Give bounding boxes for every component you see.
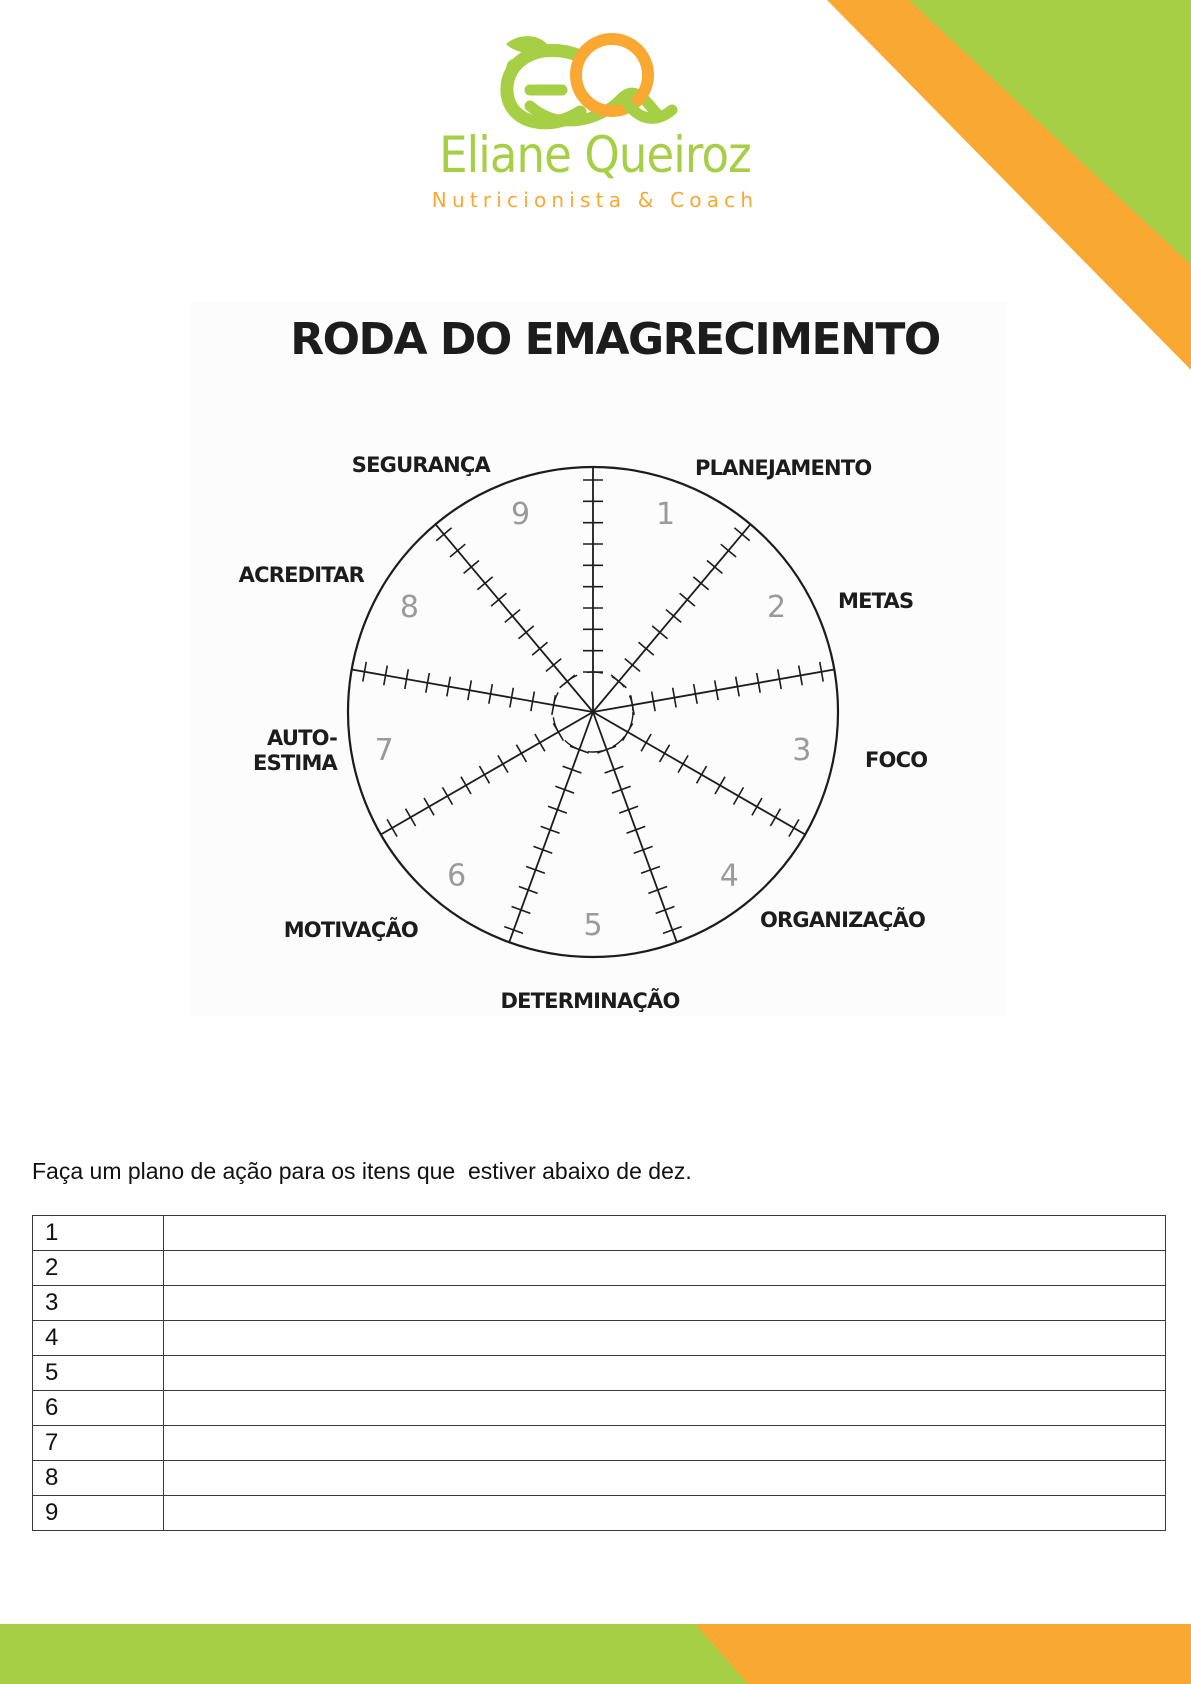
- scale-tick: [715, 777, 725, 794]
- scale-tick: [491, 593, 506, 606]
- segment-number: 4: [719, 858, 739, 894]
- scale-tick: [770, 809, 780, 826]
- segment-label: DETERMINAÇÃO: [500, 989, 680, 1013]
- scale-tick: [424, 798, 434, 815]
- action-plan-cell[interactable]: [164, 1251, 1166, 1286]
- scale-tick: [498, 755, 508, 772]
- segment-label: METAS: [838, 589, 914, 613]
- row-number: 2: [33, 1251, 164, 1286]
- scale-tick: [406, 809, 416, 826]
- segment-number: 2: [767, 590, 787, 625]
- row-number: 9: [33, 1496, 164, 1531]
- scale-tick: [464, 561, 479, 574]
- row-number: 3: [33, 1286, 164, 1321]
- segment-label: ORGANIZAÇÃO: [760, 908, 926, 932]
- action-plan-cell[interactable]: [164, 1426, 1166, 1461]
- action-plan-cell[interactable]: [164, 1391, 1166, 1426]
- wheel-spoke: [509, 712, 593, 942]
- row-number: 6: [33, 1391, 164, 1426]
- scale-tick: [532, 642, 547, 655]
- scale-tick: [535, 734, 545, 751]
- segment-number: 3: [792, 732, 812, 768]
- scale-tick: [697, 766, 707, 783]
- action-plan-cell[interactable]: [164, 1356, 1166, 1391]
- action-plan-cell[interactable]: [164, 1496, 1166, 1531]
- segment-label: PLANEJAMENTO: [695, 456, 872, 480]
- wheel-spoke: [593, 669, 834, 712]
- table-row: [33, 1216, 1166, 1251]
- scale-tick: [641, 734, 651, 751]
- scale-tick: [789, 819, 799, 836]
- wheel-spoke: [593, 712, 677, 942]
- scale-tick: [660, 745, 670, 762]
- action-plan-cell[interactable]: [164, 1461, 1166, 1496]
- segment-number: 7: [374, 732, 394, 768]
- table-row: [33, 1461, 1166, 1496]
- table-row: [33, 1391, 1166, 1426]
- row-number: 4: [33, 1321, 164, 1356]
- segment-label: FOCO: [865, 748, 928, 772]
- segment-number: 8: [399, 590, 419, 625]
- segment-label: AUTO-ESTIMA: [253, 726, 337, 775]
- scale-tick: [450, 544, 465, 557]
- scale-tick: [721, 544, 736, 557]
- row-number: 5: [33, 1356, 164, 1391]
- segment-number: 1: [655, 496, 676, 532]
- scale-tick: [678, 755, 688, 772]
- scale-tick: [546, 659, 561, 672]
- scale-tick: [479, 766, 489, 783]
- scale-tick: [734, 528, 749, 541]
- brand-name: Eliane Queiroz: [439, 126, 751, 184]
- scale-tick: [623, 723, 633, 740]
- scale-tick: [553, 723, 563, 740]
- scale-tick: [638, 642, 653, 655]
- wheel-spoke: [352, 669, 593, 712]
- table-row: [33, 1251, 1166, 1286]
- table-row: [33, 1496, 1166, 1531]
- table-row: [33, 1426, 1166, 1461]
- action-plan-cell[interactable]: [164, 1321, 1166, 1356]
- scale-tick: [516, 745, 526, 762]
- segment-number: 6: [447, 858, 467, 894]
- table-row: [33, 1356, 1166, 1391]
- scale-tick: [625, 659, 640, 672]
- scale-tick: [477, 577, 492, 590]
- segment-label: MOTIVAÇÃO: [283, 918, 418, 942]
- instruction-text: Faça um plano de ação para os itens que estiver abaixo de dez.: [32, 1158, 692, 1184]
- row-number: 7: [33, 1426, 164, 1461]
- segment-number: 9: [510, 496, 531, 532]
- segment-number: 5: [583, 908, 603, 943]
- scale-tick: [752, 798, 762, 815]
- table-row: [33, 1321, 1166, 1356]
- scale-tick: [387, 819, 397, 836]
- action-plan-cell[interactable]: [164, 1216, 1166, 1251]
- scale-tick: [461, 777, 471, 794]
- scale-tick: [443, 787, 453, 804]
- scale-tick: [505, 610, 520, 623]
- brand-tagline: Nutricionista & Coach: [431, 188, 759, 212]
- scale-tick: [680, 593, 695, 606]
- table-row: [33, 1286, 1166, 1321]
- segment-label: SEGURANÇA: [351, 453, 490, 477]
- row-number: 1: [33, 1216, 164, 1251]
- scale-tick: [611, 675, 626, 688]
- scale-tick: [733, 787, 743, 804]
- action-plan-cell[interactable]: [164, 1286, 1166, 1321]
- wheel-spoke: [381, 712, 593, 835]
- wheel-spoke: [593, 712, 805, 835]
- scale-tick: [666, 610, 681, 623]
- action-plan-table: [32, 1215, 1166, 1531]
- scale-tick: [560, 675, 575, 688]
- scale-tick: [436, 528, 451, 541]
- wheel-spoke: [436, 524, 593, 712]
- scale-tick: [707, 561, 722, 574]
- scale-tick: [652, 626, 667, 639]
- segment-label: ACREDITAR: [238, 563, 364, 587]
- wheel-spoke: [593, 524, 750, 712]
- scale-tick: [693, 577, 708, 590]
- scale-tick: [518, 626, 533, 639]
- row-number: 8: [33, 1461, 164, 1496]
- wheel-title: RODA DO EMAGRECIMENTO: [290, 314, 940, 365]
